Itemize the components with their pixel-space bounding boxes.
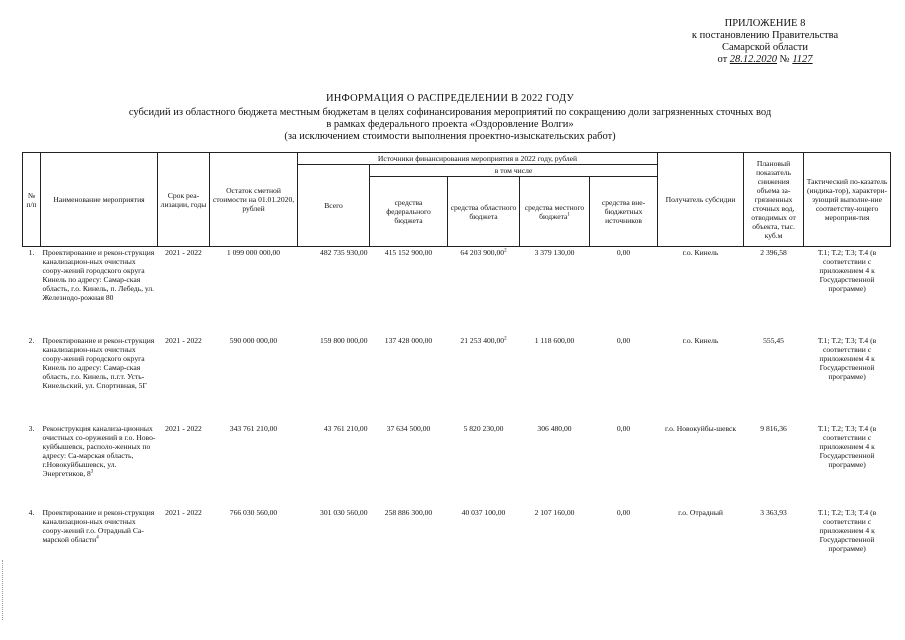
row-recipient: г.о. Кинель bbox=[682, 248, 719, 257]
row-regional: 40 037 100,00 bbox=[461, 507, 506, 517]
row-local: 2 107 160,00 bbox=[534, 507, 575, 517]
row-term: 2021 - 2022 bbox=[165, 248, 202, 257]
row-name: Реконструкция канализа-ционных очистных со-оружений в г.о. Ново-куйбышевск, располо-женных по адресу: Са-марская область, г.Новокуйбышевск, ул. Энергетиков, $8^3$ bbox=[42, 423, 156, 478]
row-total: 301 030 560,00 bbox=[320, 507, 368, 517]
row-number: 2. bbox=[28, 335, 35, 345]
page-subtitle-note: (за исключением стоимости выполнения проектно-изыскательских работ) bbox=[284, 131, 616, 142]
row-regional: 21 253 400,00$^2$ bbox=[460, 335, 507, 345]
row-local: 306 480,00 bbox=[537, 423, 572, 433]
col-federal: средства федерального бюджета bbox=[370, 177, 448, 247]
row-rest: 590 000 000,00 bbox=[229, 335, 278, 345]
row-federal: 415 152 900,00 bbox=[384, 248, 433, 257]
row-tactical: Т.1; Т.2; Т.3; Т.4 (в соответствии с приложением 4 к Государственной программе) bbox=[817, 423, 877, 469]
row-total: 159 800 000,00 bbox=[320, 335, 368, 345]
row-term: 2021 - 2022 bbox=[165, 507, 202, 517]
col-local: средства местного бюджета$^1$ bbox=[520, 177, 590, 247]
annex-number: 1127 bbox=[792, 54, 813, 65]
annex-date-line bbox=[640, 54, 890, 66]
col-num: № п/п bbox=[23, 153, 41, 247]
row-total: 43 761 210,00 bbox=[323, 423, 368, 433]
row-total: 482 735 930,00 bbox=[320, 248, 368, 257]
row-extra: 0,00 bbox=[616, 335, 631, 345]
col-term: Срок реа-лизации, годы bbox=[158, 153, 210, 247]
row-recipient: г.о. Новокуйбы-шевск bbox=[664, 423, 737, 433]
row-regional: 5 820 230,00 bbox=[463, 423, 504, 433]
row-extra: 0,00 bbox=[616, 248, 631, 257]
row-name: Проектирование и рекон-струкция канализацион-ных очистных соору-жений г.о. Отрадный Са-марской области$^4$ bbox=[42, 507, 155, 544]
row-plan: 3 363,93 bbox=[760, 507, 787, 517]
col-sources: Источники финансирования мероприятия в 2022 году, рублей bbox=[298, 153, 658, 165]
scan-edge-mark bbox=[2, 560, 6, 620]
col-tactical: Тактический по-казатель (индика-тор), характери-зующий выполне-ние соответству-ющего мероприя-тия bbox=[804, 153, 891, 247]
annex-title: ПРИЛОЖЕНИЕ 8 bbox=[724, 18, 806, 29]
row-number: 4. bbox=[28, 507, 35, 517]
row-tactical: Т.1; Т.2; Т.3; Т.4 (в соответствии с приложением 4 к Государственной программе) bbox=[817, 507, 877, 553]
row-rest: 343 761 210,00 bbox=[229, 423, 278, 433]
row-federal: 258 886 300,00 bbox=[384, 507, 433, 517]
annex-no: № bbox=[779, 54, 790, 65]
table-row bbox=[23, 247, 891, 335]
col-rest: Остаток сметной стоимости на 01.01.2020, рублей bbox=[210, 153, 298, 247]
row-plan: 2 396,58 bbox=[760, 248, 787, 257]
row-number: 1. bbox=[28, 248, 35, 257]
row-rest: 766 030 560,00 bbox=[229, 507, 278, 517]
row-regional: 64 203 900,00$^2$ bbox=[460, 248, 507, 257]
distribution-table bbox=[22, 152, 891, 577]
col-extra: средства вне-бюджетных источников bbox=[590, 177, 658, 247]
table-row bbox=[23, 423, 891, 507]
row-term: 2021 - 2022 bbox=[165, 335, 202, 345]
row-plan: 555,45 bbox=[763, 335, 784, 345]
col-regional: средства областного бюджета bbox=[448, 177, 520, 247]
row-recipient: г.о. Отрадный bbox=[678, 507, 723, 517]
annex-date: 28.12.2020 bbox=[729, 54, 778, 65]
row-local: 1 118 600,00 bbox=[534, 335, 575, 345]
row-number: 3. bbox=[28, 423, 35, 433]
row-rest: 1 099 000 000,00 bbox=[226, 248, 281, 257]
annex-block bbox=[640, 18, 890, 66]
col-including: в том числе bbox=[370, 165, 658, 177]
page-title: ИНФОРМАЦИЯ О РАСПРЕДЕЛЕНИИ В 2022 ГОДУ bbox=[325, 93, 575, 104]
row-extra: 0,00 bbox=[616, 423, 631, 433]
col-plan: Плановый показатель снижения объема за-грязненных сточных вод, отводимых от объекта, тыс. куб.м bbox=[744, 153, 804, 247]
row-extra: 0,00 bbox=[616, 507, 631, 517]
page-subtitle-project: в рамках федерального проекта «Оздоровление Волги» bbox=[326, 119, 574, 130]
row-federal: 37 634 500,00 bbox=[386, 423, 431, 433]
row-term: 2021 - 2022 bbox=[165, 423, 202, 433]
col-total: Всего bbox=[298, 165, 370, 247]
table-row bbox=[23, 507, 891, 577]
row-name: Проектирование и рекон-струкция канализацион-ных очистных соору-жений городского округа Кинель по адресу: Самар-ская область, г.о. Кинель, п. Лебедь, ул. Железнодо-рожная 80 bbox=[42, 248, 155, 302]
annex-resolution: к постановлению Правительства bbox=[691, 30, 839, 41]
col-name: Наименование мероприятия bbox=[41, 153, 158, 247]
row-recipient: г.о. Кинель bbox=[682, 335, 719, 345]
annex-from: от bbox=[717, 54, 728, 65]
row-local: 3 379 130,00 bbox=[534, 248, 575, 257]
table-row bbox=[23, 335, 891, 423]
annex-region: Самарской области bbox=[722, 42, 808, 53]
row-tactical: Т.1; Т.2; Т.3; Т.4 (в соответствии с приложением 4 к Государственной программе) bbox=[817, 248, 877, 293]
row-federal: 137 428 000,00 bbox=[384, 335, 433, 345]
col-recipient: Получатель субсидии bbox=[658, 153, 744, 247]
row-name: Проектирование и рекон-струкция канализацион-ных очистных соору-жений городского округа Кинель по адресу: Самар-ская область, г.о. Кинель, п.г.т. Усть-Кинельский, ул. Спортивная, 5Г bbox=[42, 335, 155, 390]
row-plan: 9 816,36 bbox=[760, 423, 787, 433]
row-tactical: Т.1; Т.2; Т.3; Т.4 (в соответствии с приложением 4 к Государственной программе) bbox=[817, 335, 877, 381]
page-subtitle: субсидий из областного бюджета местным бюджетам в целях софинансирования мероприятий по сокращению доли загрязненных сточных вод bbox=[128, 107, 772, 118]
